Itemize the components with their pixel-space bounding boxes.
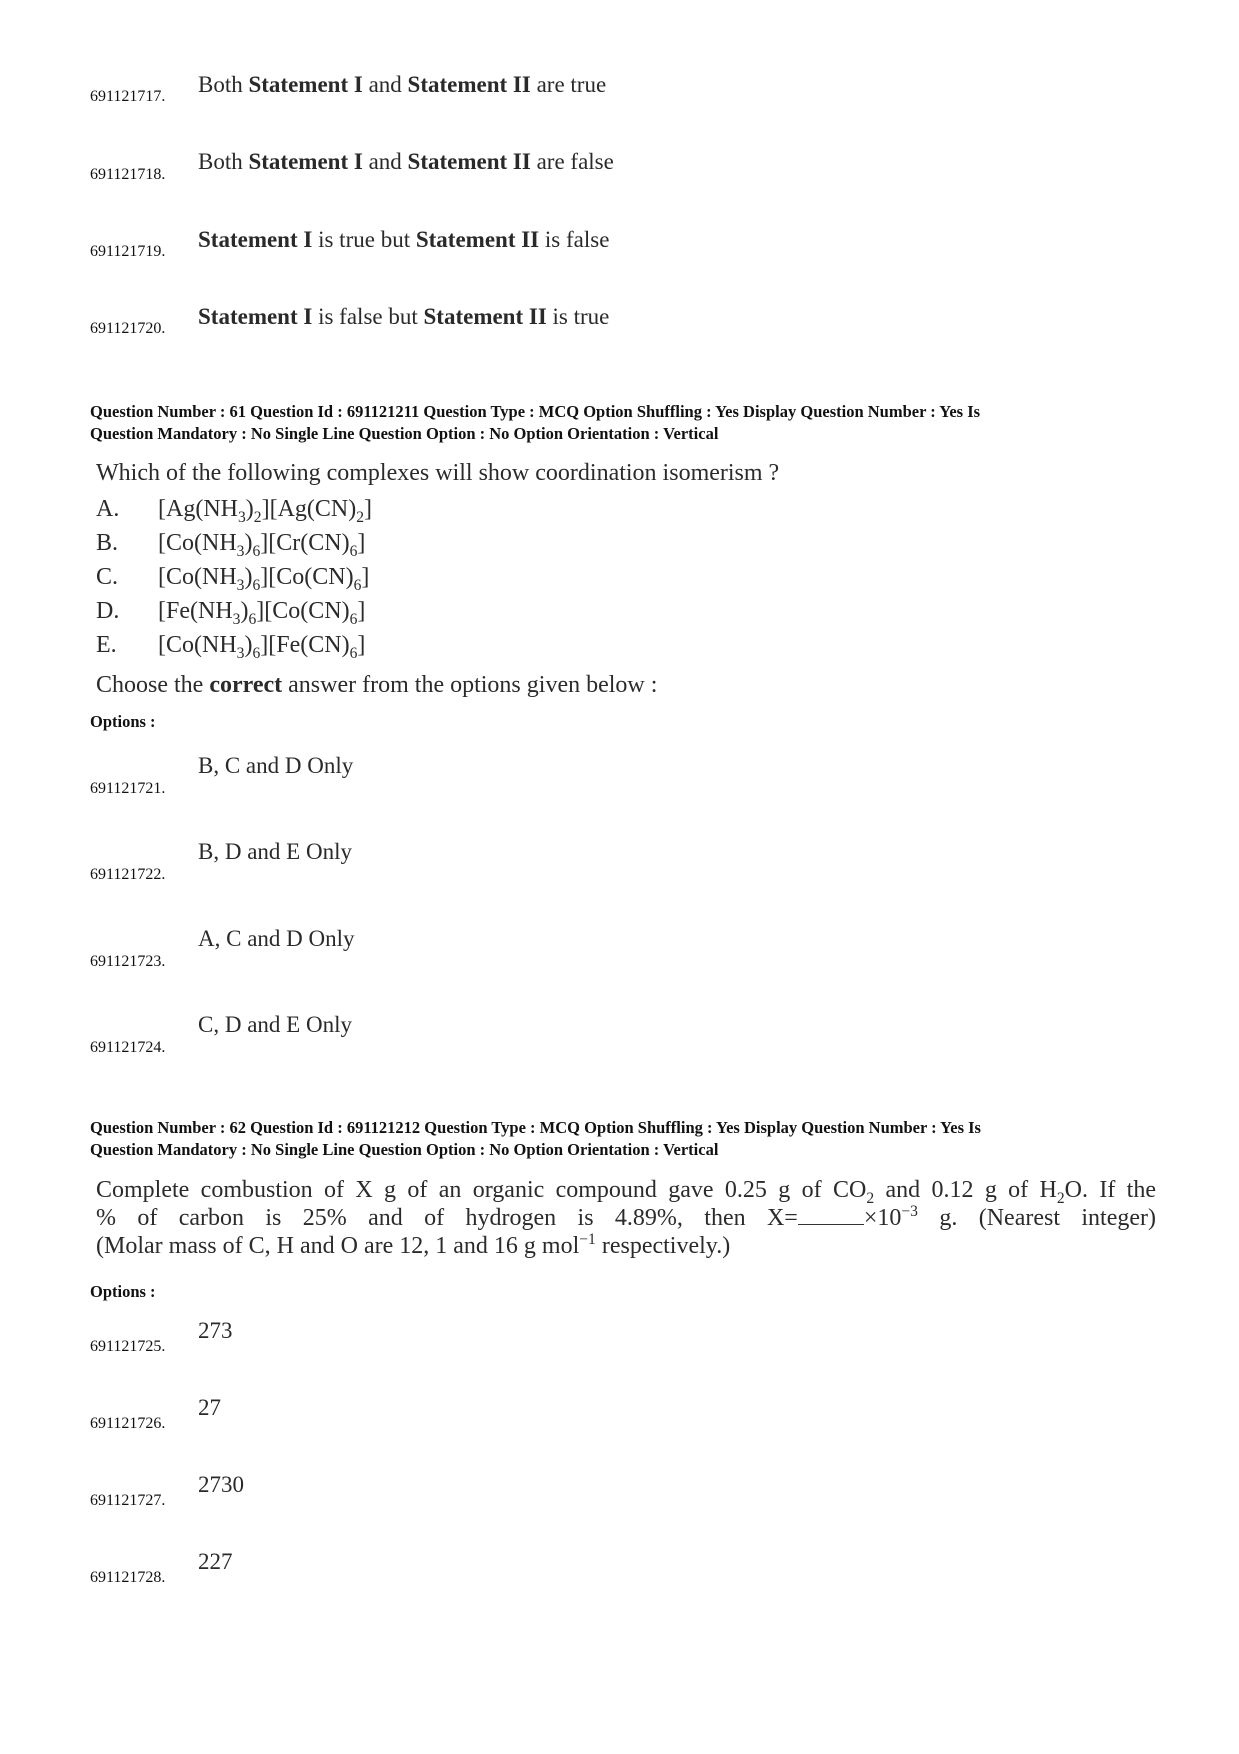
choice-item: A. $[Ag(NH_3)_2][Ag(CN)_2]$ <box>96 496 373 526</box>
options-label: Options : <box>90 712 156 731</box>
question-line: (Molar mass of C, H and O are 12, 1 and 16 g mol$^{-1}$ respectively.) <box>96 1231 731 1259</box>
choice-item: B. $[Co(NH_3)_6][Cr(CN)_6]$ <box>96 530 366 560</box>
option-id: 691121720. <box>90 320 166 337</box>
option-text: 2730 <box>198 1472 244 1497</box>
question-line: Complete combustion of X g of an organic compound gave 0.25 g of $CO_2$ and 0.12 g of $H_2O$. If the <box>96 1177 1156 1207</box>
option-text: Both Statement I and Statement II are false <box>198 149 614 174</box>
option-text: 27 <box>198 1395 221 1420</box>
option-id: 691121718. <box>90 166 166 183</box>
option-text: B, C and D Only <box>198 753 354 778</box>
option-text: 227 <box>198 1549 233 1574</box>
option-text: Statement I is true but Statement II is false <box>198 227 610 252</box>
choice-item: D. $[Fe(NH_3)_6][Co(CN)_6]$ <box>96 598 366 628</box>
option-id: 691121723. <box>90 953 166 970</box>
instruction-text: Choose the correct answer from the options given below : <box>96 672 658 698</box>
option-text: C, D and E Only <box>198 1012 352 1037</box>
option-text: B, D and E Only <box>198 839 352 864</box>
choice-item: C. $[Co(NH_3)_6][Co(CN)_6]$ <box>96 564 370 594</box>
choice-formula: $[Ag(NH_3)_2][Ag(CN)_2]$ <box>158 496 373 526</box>
option-id: 691121726. <box>90 1415 166 1432</box>
choice-item: E. $[Co(NH_3)_6][Fe(CN)_6]$ <box>96 632 366 662</box>
choice-formula: $[Co(NH_3)_6][Co(CN)_6]$ <box>158 564 370 594</box>
question-text: Which of the following complexes will show coordination isomerism ? <box>96 460 780 486</box>
option-id: 691121724. <box>90 1039 166 1056</box>
question-text <box>96 1176 1156 1260</box>
option-text: Statement I is false but Statement II is true <box>198 304 610 329</box>
options-label: Options : <box>90 1282 156 1301</box>
choice-formula: $[Fe(NH_3)_6][Co(CN)_6]$ <box>158 598 366 628</box>
choice-list <box>96 496 596 666</box>
question-meta: Question Number : 62 Question Id : 691121212 Question Type : MCQ Option Shuffling : Yes Display Question Number : Yes Is Question Mandatory : No Single Line Question Option : No Option Orientation : Vertical <box>90 1118 981 1159</box>
option-text: Both Statement I and Statement II are true <box>198 72 607 97</box>
option-id: 691121722. <box>90 866 166 883</box>
option-text: A, C and D Only <box>198 926 355 951</box>
question-meta: Question Number : 61 Question Id : 691121211 Question Type : MCQ Option Shuffling : Yes Display Question Number : Yes Is Question Mandatory : No Single Line Question Option : No Option Orientation : Vertical <box>90 402 981 443</box>
option-id: 691121719. <box>90 243 166 260</box>
option-id: 691121728. <box>90 1569 166 1586</box>
question-line: % of carbon is 25% and of hydrogen is 4.89%, then $X= \times 10^{-3}$ g. (Nearest integer) <box>96 1203 1157 1231</box>
option-id: 691121717. <box>90 88 166 105</box>
choice-formula: $[Co(NH_3)_6][Cr(CN)_6]$ <box>158 530 366 560</box>
option-id: 691121725. <box>90 1338 166 1355</box>
choice-formula: $[Co(NH_3)_6][Fe(CN)_6]$ <box>158 632 366 662</box>
option-text: 273 <box>198 1318 233 1343</box>
option-id: 691121727. <box>90 1492 166 1509</box>
option-id: 691121721. <box>90 780 166 797</box>
